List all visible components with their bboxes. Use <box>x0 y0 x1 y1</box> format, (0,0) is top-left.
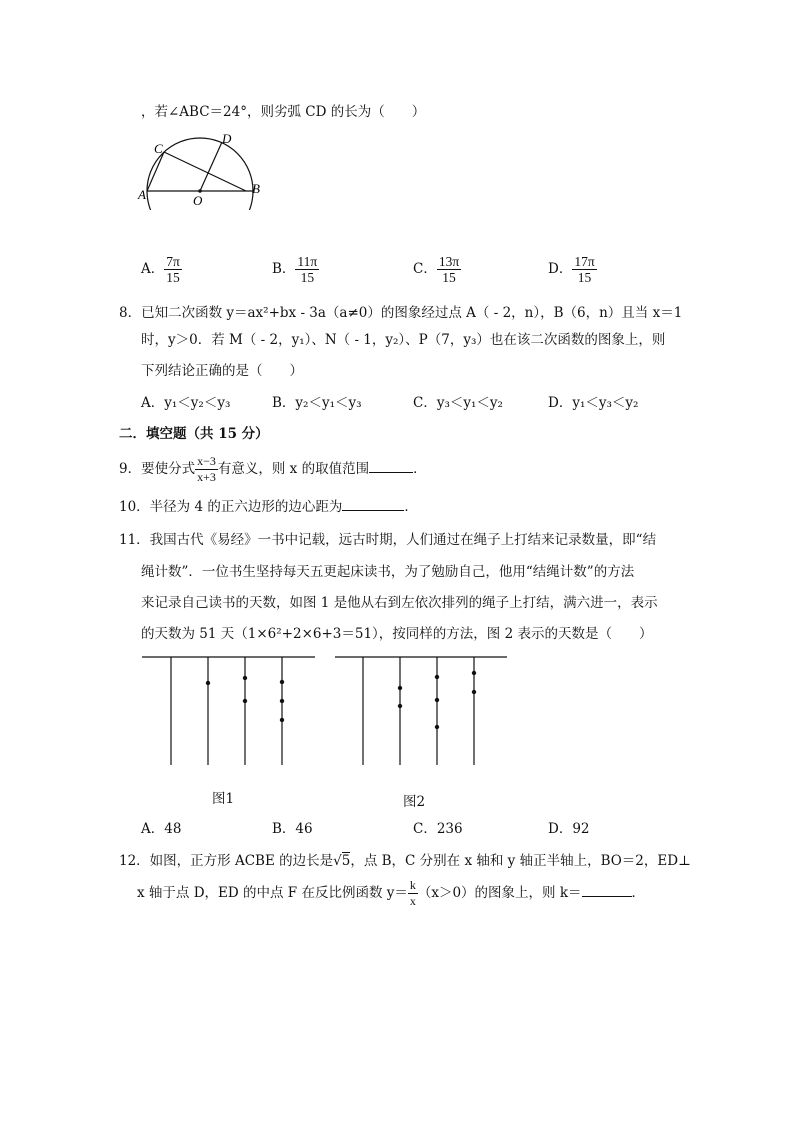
q11-option-d[interactable]: D．92 <box>548 821 590 837</box>
knot <box>398 686 402 690</box>
q10-answer-blank[interactable] <box>342 496 404 511</box>
knot <box>243 699 247 703</box>
sqrt-symbol: √ <box>333 853 342 869</box>
q11-option-b[interactable]: B．46 <box>272 821 313 837</box>
q11-option-a[interactable]: A．48 <box>141 821 182 837</box>
q11-option-c[interactable]: C．236 <box>413 821 463 837</box>
section-heading-fill-blank: 二．填空题（共 15 分） <box>119 426 269 442</box>
fig2-caption: 图2 <box>403 794 426 810</box>
knot <box>280 699 284 703</box>
q11-line1: 11．我国古代《易经》一书中记载，远古时期，人们通过在绳子上打结来记录数量，即“结 <box>119 532 657 548</box>
knot <box>472 690 476 694</box>
q7-circle-figure <box>134 130 264 210</box>
q11-line4: 的天数为 51 天（1×6²+2×6+3＝51），按同样的方法，图 2 表示的天数是（ ） <box>141 626 653 642</box>
knot <box>472 671 476 675</box>
fig-label-o: O <box>193 193 203 208</box>
q11-line3: 来记录自己读书的天数，如图 1 是他从右到左依次排列的绳子上打结，满六进一，表示 <box>141 595 658 611</box>
knot <box>243 676 247 680</box>
q8-option-b[interactable]: B．y₂＜y₁＜y₃ <box>272 395 362 411</box>
knot <box>398 704 402 708</box>
q9-answer-blank[interactable] <box>369 458 413 473</box>
knot <box>435 675 439 679</box>
q8-line1: 8．已知二次函数 y＝ax²+bx - 3a（a≠0）的图象经过点 A（ - 2，n），B（6，n）且当 x＝1 <box>119 305 683 321</box>
q8-option-a[interactable]: A．y₁＜y₂＜y₃ <box>141 395 231 411</box>
q7-option-c[interactable]: C． $\frac{13\pi}{15}$ <box>413 254 460 285</box>
fig-label-d: D <box>222 131 232 146</box>
q8-option-c[interactable]: C．y₃＜y₁＜y₂ <box>413 395 503 411</box>
q7-option-b[interactable]: B． $\frac{11\pi}{15}$ <box>272 254 318 285</box>
rope-figure-1 <box>140 652 320 770</box>
knot <box>280 680 284 684</box>
knot <box>435 725 439 729</box>
q8-line3: 下列结论正确的是（ ） <box>141 363 303 379</box>
q7-option-d[interactable]: D． $\frac{17\pi}{15}$ <box>548 254 595 285</box>
q7-stem: ，若∠ABC＝24°，则劣弧 CD 的长为（ ） <box>141 104 426 120</box>
q8-line2: 时，y＞0．若 M（ - 2，y₁）、N（ - 1，y₂）、P（7，y₃）也在该二次函数的图象上，则 <box>141 332 666 348</box>
sqrt-radicand: 5 <box>341 853 351 869</box>
fig-label-a: A <box>138 187 146 202</box>
fig-label-c: C <box>154 141 163 156</box>
q11-line2: 绳计数”．一位书生坚持每天五更起床读书，为了勉励自己，他用“结绳计数”的方法 <box>141 564 635 580</box>
q7-option-a[interactable]: A． $\frac{7\pi}{15}$ <box>141 254 180 285</box>
q9: 9．要使分式 $\frac{x-3}{x+3}$ 有意义，则 x 的取值范围 ． <box>119 454 427 484</box>
knot <box>280 718 284 722</box>
knot <box>206 681 210 685</box>
knot <box>435 698 439 702</box>
q12-line2: x 轴于点 D，ED 的中点 F 在反比例函数 y＝ $\frac{k}{x}$ （x＞0）的图象上，则 k＝ ． <box>137 878 646 908</box>
fig1-caption: 图1 <box>212 791 235 807</box>
q12-answer-blank[interactable] <box>582 882 632 897</box>
q12-line1: 12．如图，正方形 ACBE 的边长是√5，点 B，C 分别在 x 轴和 y 轴正半轴上，BO＝2，ED⊥ <box>119 853 691 869</box>
q8-option-d[interactable]: D．y₁＜y₃＜y₂ <box>548 395 639 411</box>
rope-figure-2 <box>333 652 513 770</box>
fig-label-b: B <box>252 181 260 196</box>
q10: 10．半径为 4 的正六边形的边心距为 ． <box>119 496 418 517</box>
